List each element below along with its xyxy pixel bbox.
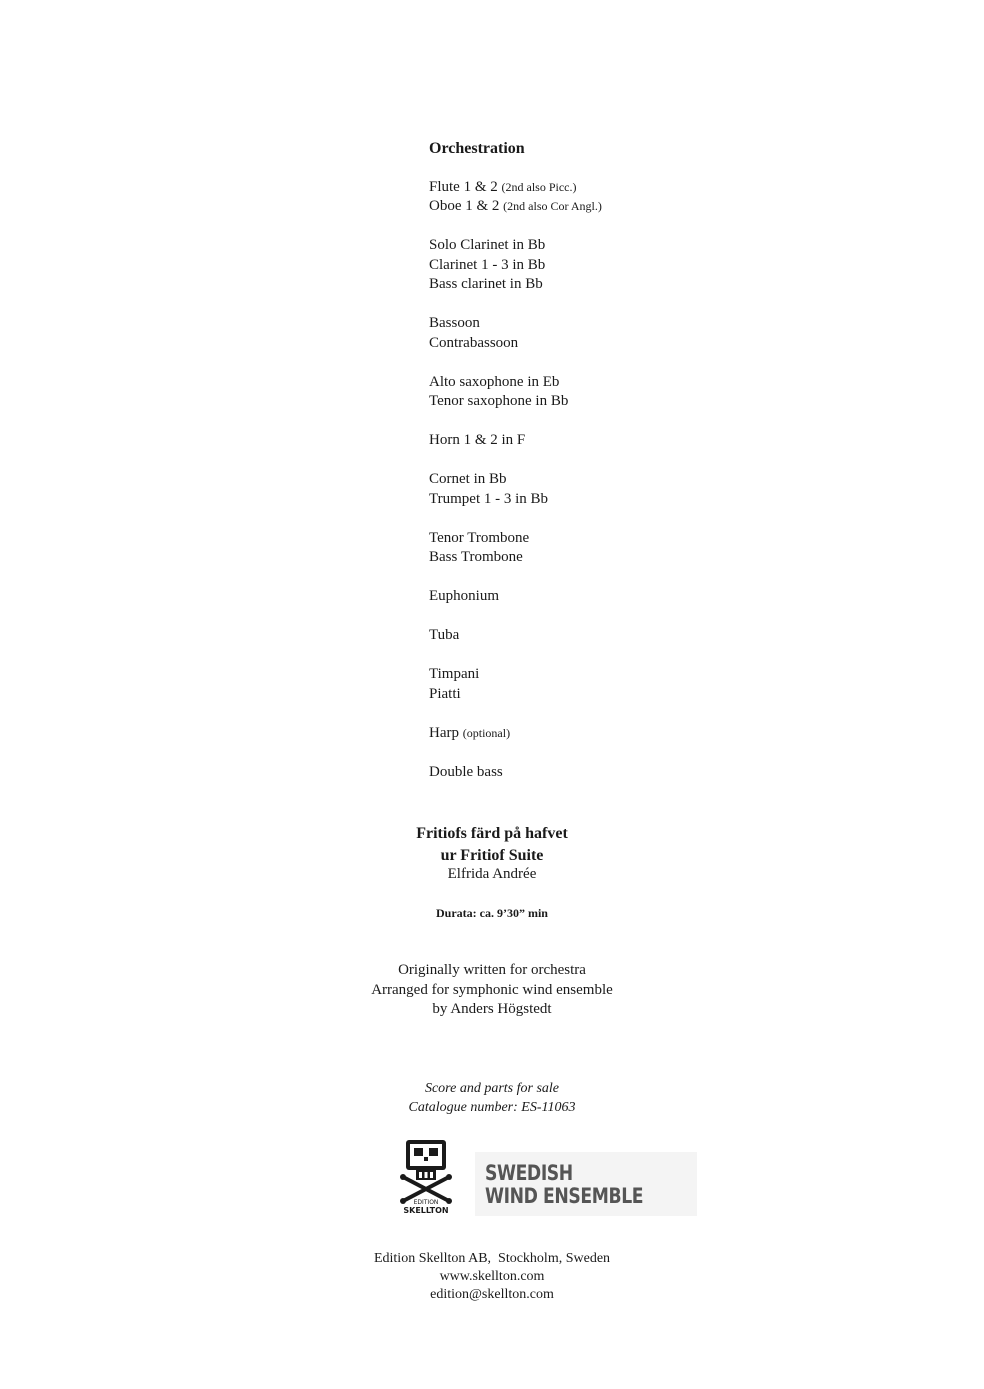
instrument-name: Trumpet 1 - 3 in Bb [429, 490, 549, 507]
instrument-note: (optional) [462, 725, 511, 740]
catalogue-number: Catalogue number: ES-11063 [408, 1100, 576, 1115]
instrument-group [429, 763, 602, 783]
instrument-line [429, 724, 602, 744]
arrangement-info [0, 961, 984, 1020]
instrument-line [429, 490, 602, 510]
edition-skellton-logo [393, 1138, 459, 1216]
swe-logo-line2: WIND ENSEMBLE [485, 1184, 644, 1208]
instrument-group [429, 236, 602, 295]
instrument-groups [429, 178, 602, 783]
instrument-name: Timpani [429, 666, 480, 682]
composer-name: Elfrida Andrée [447, 866, 537, 882]
arrangement-line-arranged: Arranged for symphonic wind ensemble [371, 981, 613, 998]
logo-edition-text: EDITION [413, 1199, 439, 1206]
instrument-group [429, 529, 602, 568]
publisher-email: edition@skellton.com [430, 1287, 554, 1302]
logo-skellton-text: SKELLTON [403, 1206, 449, 1215]
instrument-name: Tenor saxophone in Bb [429, 393, 569, 409]
swe-logo-text [485, 1162, 643, 1208]
instrument-note: (2nd also Cor Angl.) [503, 199, 602, 213]
instrument-name: Alto saxophone in Eb [429, 373, 560, 390]
instrument-name: Cornet in Bb [429, 471, 507, 487]
instrument-line [429, 529, 602, 549]
work-title-block [0, 823, 984, 867]
instrument-group [429, 470, 602, 509]
instrument-name: Bass Trombone [429, 549, 523, 565]
work-subtitle: ur Fritiof Suite [440, 847, 544, 864]
instrument-name: Bass clarinet in Bb [429, 276, 543, 292]
publisher-website: www.skellton.com [439, 1269, 545, 1284]
skull-crossbones-icon [393, 1138, 459, 1216]
instrument-group [429, 314, 602, 353]
instrument-line [429, 470, 602, 490]
instrument-group [429, 626, 602, 646]
instrument-group [429, 587, 602, 607]
swe-logo-line1: SWEDISH [485, 1161, 573, 1185]
instrument-name: Tuba [429, 627, 460, 643]
publisher-address: Edition Skellton AB, Stockholm, Sweden [373, 1251, 611, 1266]
instrument-name: Clarinet 1 - 3 in Bb [429, 256, 546, 273]
instrument-line [429, 626, 602, 646]
instrument-line [429, 665, 602, 685]
instrument-name: Euphonium [429, 588, 499, 604]
orchestration-title: Orchestration [429, 140, 525, 157]
instrument-name: Bassoon [429, 315, 480, 331]
instrument-line [429, 373, 602, 393]
instrument-line [429, 275, 602, 295]
instrument-line [429, 431, 602, 451]
arrangement-line-original: Originally written for orchestra [398, 962, 586, 978]
instrument-line [429, 197, 602, 217]
instrument-name: Flute 1 & 2 [429, 178, 498, 195]
instrument-line [429, 236, 602, 256]
orchestration-section [429, 139, 602, 802]
instrument-group [429, 373, 602, 412]
instrument-name: Horn 1 & 2 in F [429, 432, 526, 448]
instrument-name: Contrabassoon [429, 334, 519, 351]
instrument-group [429, 724, 602, 744]
instrument-name: Tenor Trombone [429, 529, 530, 546]
instrument-line [429, 392, 602, 412]
instrument-name: Double bass [429, 763, 503, 780]
instrument-line [429, 587, 602, 607]
instrument-line [429, 548, 602, 568]
work-title: Fritiofs färd på hafvet [416, 825, 568, 842]
instrument-name: Piatti [429, 685, 461, 702]
instrument-line [429, 256, 602, 276]
instrument-line [429, 178, 602, 198]
instrument-group [429, 431, 602, 451]
sale-line: Score and parts for sale [424, 1081, 560, 1096]
instrument-line [429, 685, 602, 705]
publisher-contact [0, 1250, 984, 1304]
instrument-name: Solo Clarinet in Bb [429, 237, 546, 253]
instrument-name: Harp [429, 724, 459, 741]
instrument-line [429, 334, 602, 354]
duration-label: Durata: ca. 9’30” min [436, 906, 548, 920]
instrument-group [429, 665, 602, 704]
arrangement-line-arranger: by Anders Högstedt [432, 1001, 552, 1017]
instrument-group [429, 178, 602, 217]
instrument-name: Oboe 1 & 2 [429, 198, 500, 214]
instrument-note: (2nd also Picc.) [501, 179, 577, 194]
instrument-line [429, 314, 602, 334]
instrument-line [429, 763, 602, 783]
sale-info [0, 1079, 984, 1117]
swedish-wind-ensemble-logo [475, 1152, 697, 1216]
